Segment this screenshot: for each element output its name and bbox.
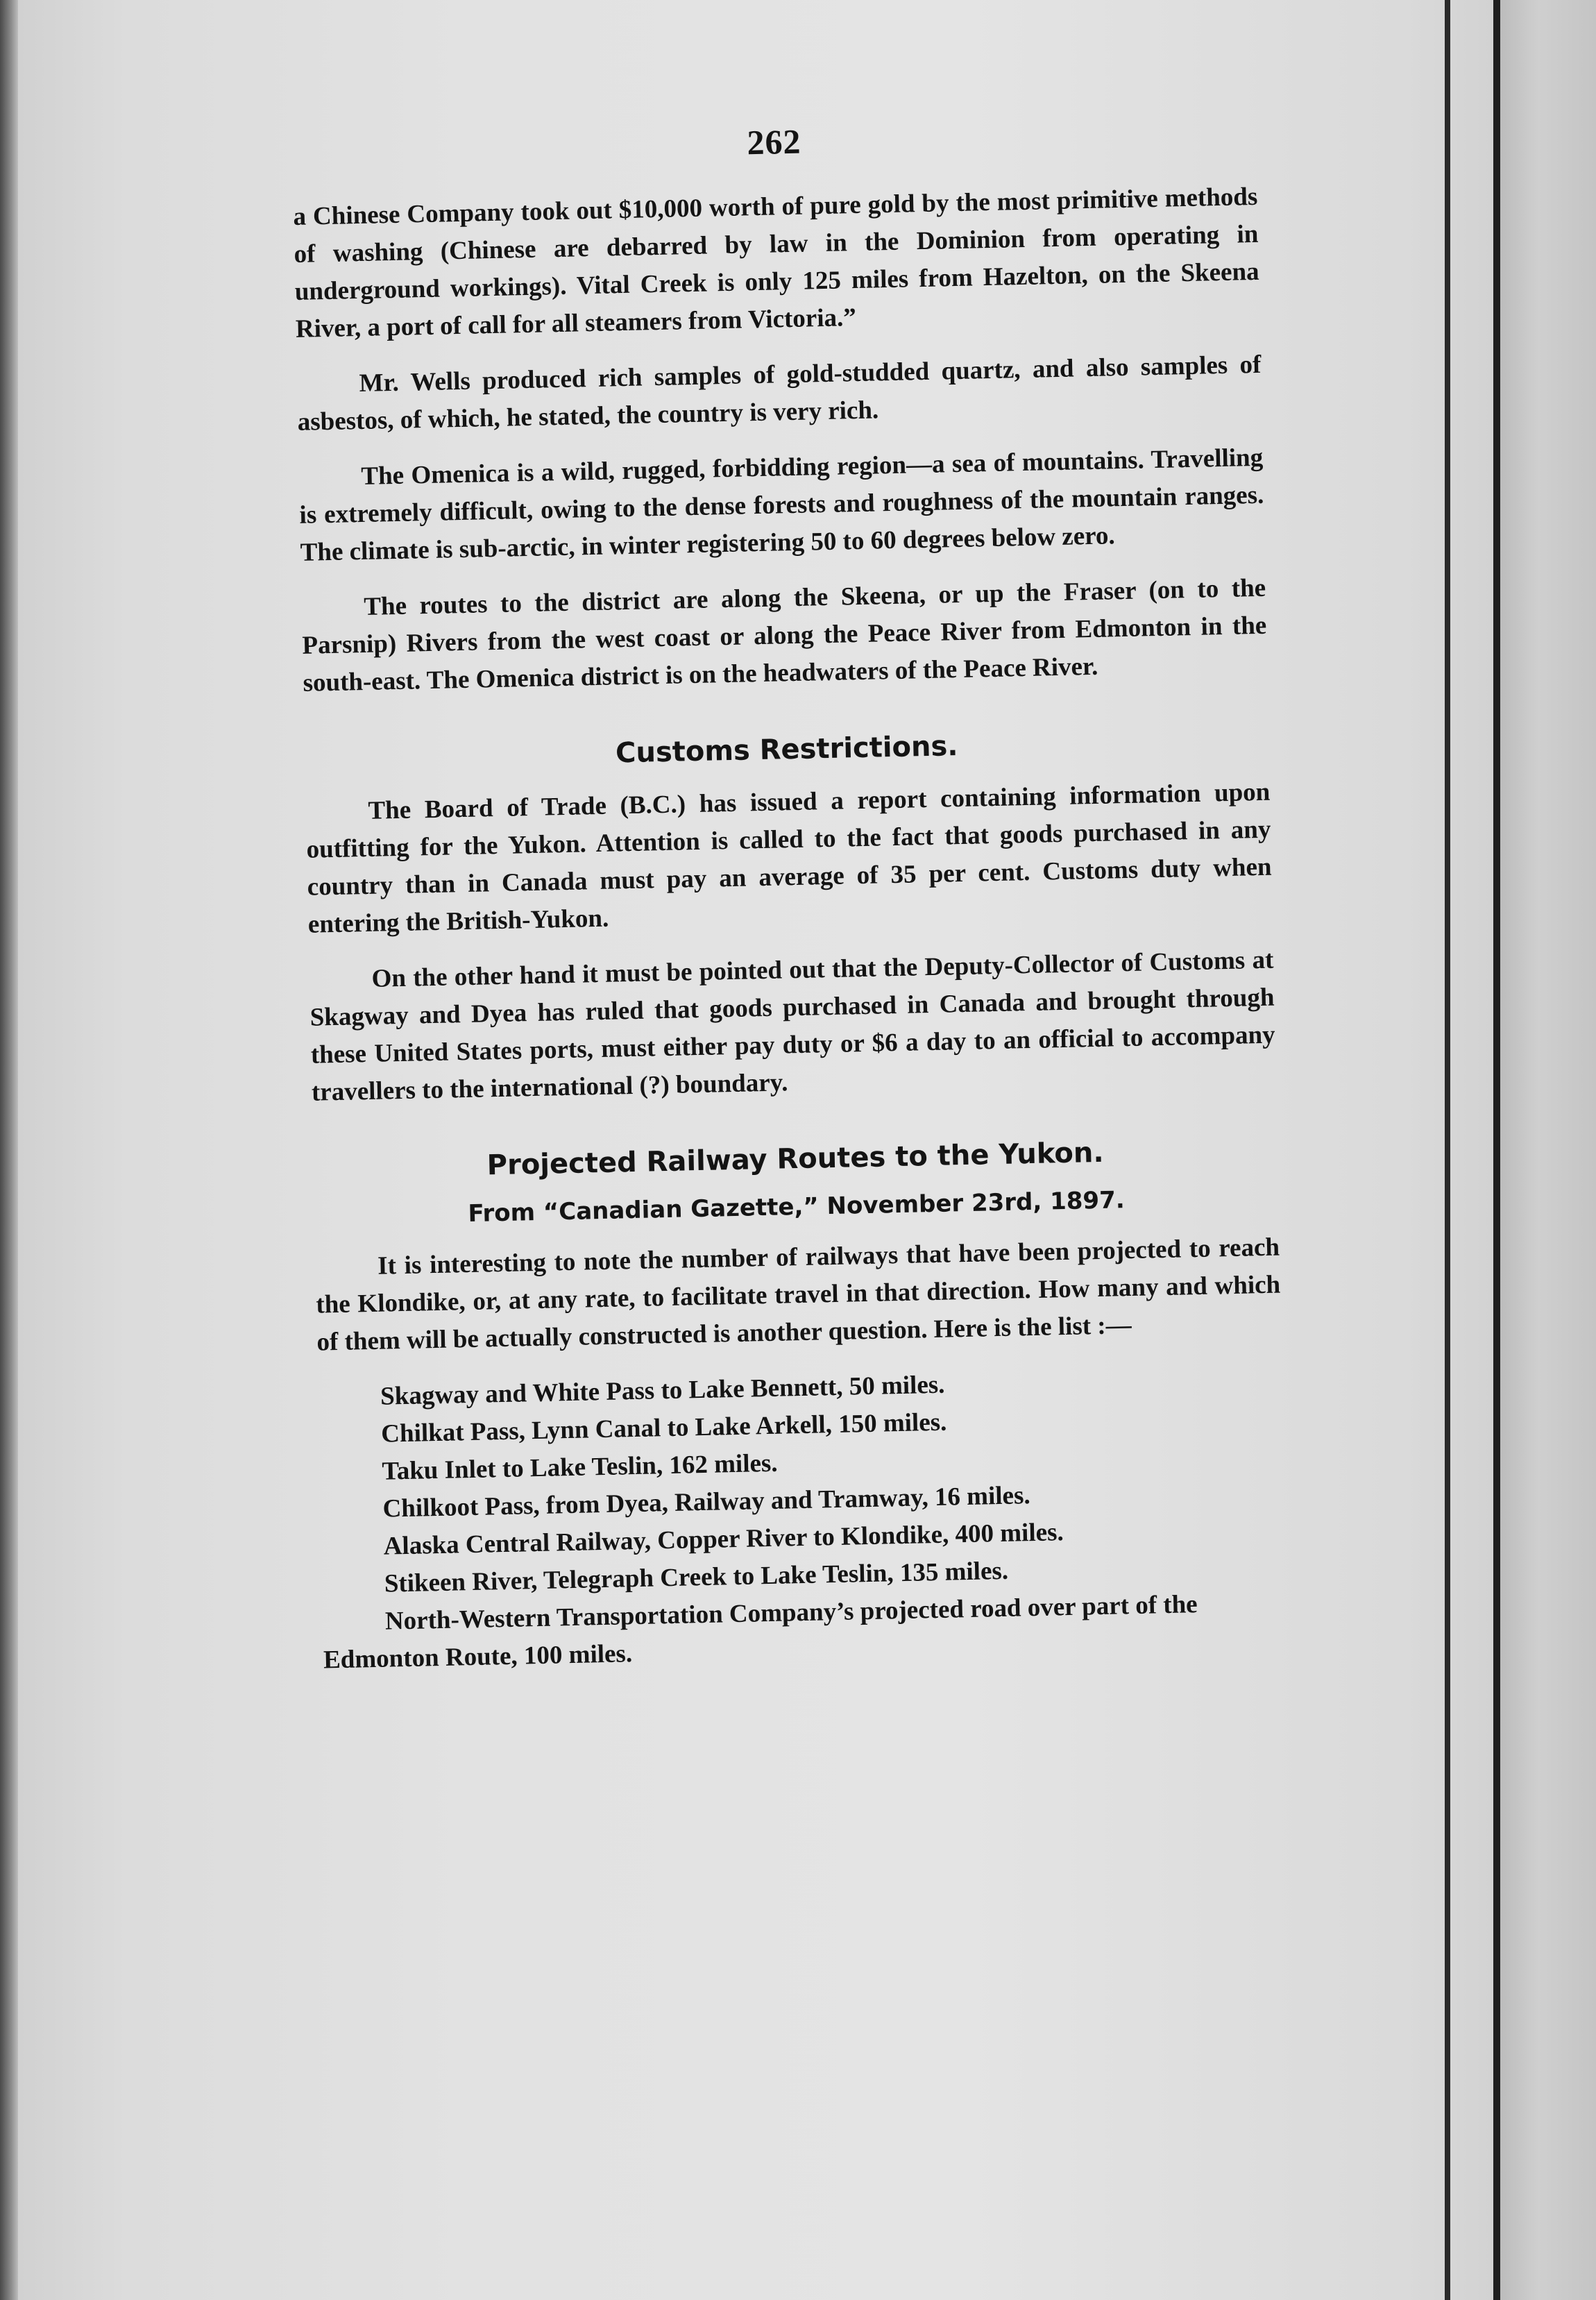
list-item: Skagway and White Pass to Lake Bennett, 50 miles. [380,1370,945,1411]
page-fold-line [1445,0,1450,2300]
page-fold-line-outer [1493,0,1500,2300]
paragraph-routes-district: The routes to the district are along the Skeena, or up the Fraser (on to the Parsnip) Rivers from the west coast or along the Peace River from Edmonton in the south-east. The Omenica district is on the headwaters of the Peace River. [302,573,1267,697]
heading-customs-restrictions: Customs Restrictions. [615,730,958,770]
list-item: Stikeen River, Telegraph Creek to Lake Teslin, 135 miles. [384,1556,1009,1598]
paragraph-omenica-region: The Omenica is a wild, rugged, forbidding region—a sea of mountains. Travelling is extremely difficult, owing to the dense forests and roughness of the mountain ranges. The climate is sub-arctic, in winter registering 50 to 60 degrees below zero. [299,443,1264,567]
paragraph-board-of-trade: The Board of Trade (B.C.) has issued a report containing information upon outfitting for the Yukon. Attention is called to the fact that goods purchased in any country than in Canada must pay an average of 35 per cent. Customs duty when entering the British-Yukon. [306,777,1272,939]
paragraph-chinese-company: a Chinese Company took out $10,000 worth of pure gold by the most primitive methods of washing (Chinese are debarred by law in the Dominion from operating in underground workings). Vital Creek is only 125 miles from Hazelton, on the Skeena River, a port of call for all steamers from Victoria.” [293,182,1259,344]
list-item: Alaska Central Railway, Copper River to Klondike, 400 miles. [383,1518,1064,1561]
paragraph-railways-intro: It is interesting to note the number of railways that have been projected to reach the Klondike, or, at any rate, to facilitate travel in that direction. How many and which of them will be actually constructed is another question. Here is the list :— [315,1233,1281,1357]
subheading-source: From “Canadian Gazette,” November 23rd, 1897. [468,1186,1126,1228]
adjacent-page-edge [1500,0,1596,2300]
page-text [291,112,1288,1680]
railway-route-list [318,1359,1289,1679]
list-item: North-Western Transportation Company’s projected road over part of the Edmonton Route, 100 miles. [323,1590,1198,1675]
paragraph-deputy-collector: On the other hand it must be pointed out that the Deputy-Collector of Customs at Skagway and Dyea has ruled that goods purchased in Canada and brought through these United States ports, must either pay duty or $6 a day to an official to accompany travellers to the international (?) boundary. [309,945,1275,1107]
heading-railway-routes: Projected Railway Routes to the Yukon. [486,1136,1105,1182]
list-item: Taku Inlet to Lake Teslin, 162 miles. [382,1448,778,1486]
page-number: 262 [746,121,802,162]
list-item: Chilkoot Pass, from Dyea, Railway and Tramway, 16 miles. [382,1481,1031,1523]
book-spine-shadow [0,0,18,2300]
paragraph-wells-samples: Mr. Wells produced rich samples of gold-studded quartz, and also samples of asbestos, of which, he stated, the country is very rich. [297,350,1262,437]
list-item: Chilkat Pass, Lynn Canal to Lake Arkell, 150 miles. [380,1407,947,1448]
